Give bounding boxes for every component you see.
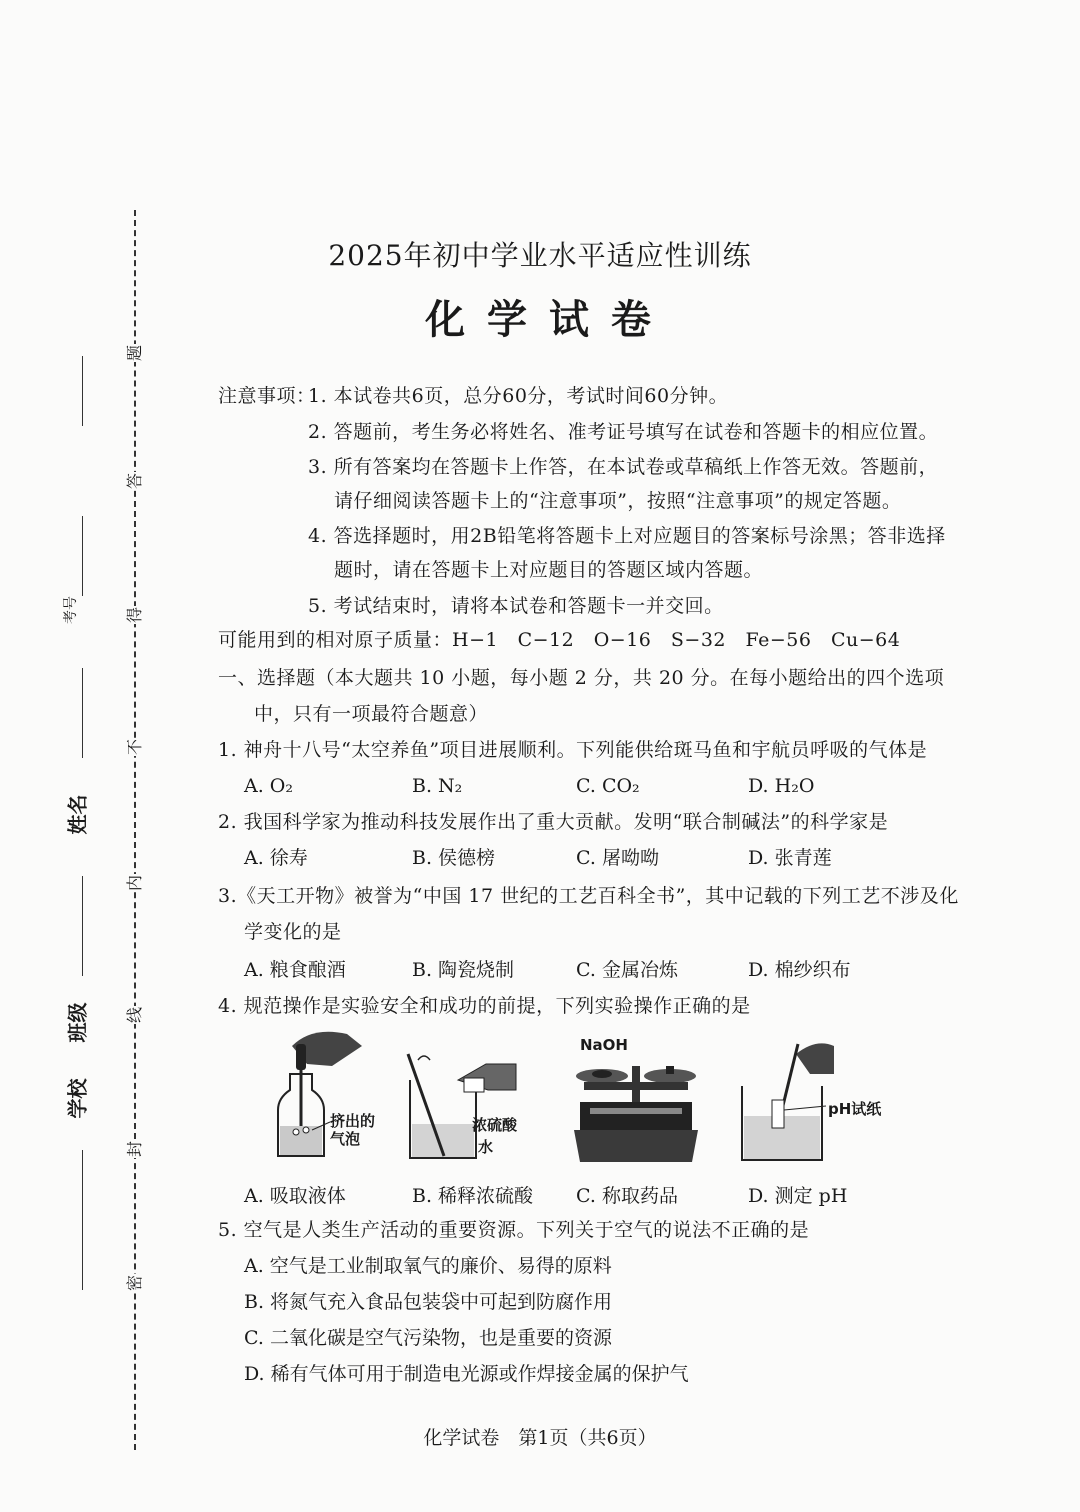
notice-item: 3. 所有答案均在答题卡上作答，在本试卷或草稿纸上作答无效。答题前， bbox=[308, 456, 939, 478]
field-label-name: 姓名 bbox=[65, 794, 90, 835]
field-line bbox=[82, 516, 83, 596]
section-heading: 中，只有一项最符合题意） bbox=[254, 703, 489, 725]
notice-item: 请仔细阅读答题卡上的“注意事项”，按照“注意事项”的规定答题。 bbox=[334, 490, 902, 512]
section-heading: 一、选择题（本大题共 10 小题，每小题 2 分，共 20 分。在每小题给出的四个选项 bbox=[218, 667, 945, 689]
label-water: 水 bbox=[478, 1138, 494, 1156]
page-footer: 化学试卷 第1页（共6页） bbox=[423, 1427, 657, 1449]
option-b: B. N₂ bbox=[412, 775, 463, 797]
seal-char: 不 bbox=[125, 739, 144, 756]
option-c: C. 金属冶炼 bbox=[576, 959, 678, 981]
option-d: D. H₂O bbox=[748, 775, 815, 797]
option-b: B. 将氮气充入食品包装袋中可起到防腐作用 bbox=[244, 1291, 613, 1313]
exam-subtitle: 2025年初中学业水平适应性训练 bbox=[328, 239, 752, 272]
question-stem: 学变化的是 bbox=[244, 921, 342, 943]
option-c: C. 屠呦呦 bbox=[576, 847, 659, 869]
hand-icon bbox=[796, 1043, 834, 1074]
question-stem: 5. 空气是人类生产活动的重要资源。下列关于空气的说法不正确的是 bbox=[218, 1219, 810, 1241]
notice-item: 5. 考试结束时，请将本试卷和答题卡一并交回。 bbox=[308, 595, 724, 617]
label-naoh: NaOH bbox=[580, 1036, 628, 1054]
notice-item: 1. 本试卷共6页，总分60分，考试时间60分钟。 bbox=[308, 385, 729, 407]
option-d: D. 棉纱织布 bbox=[748, 959, 851, 981]
question-stem: 1. 神舟十八号“太空养鱼”项目进展顺利。下列能供给斑马鱼和宇航员呼吸的气体是 bbox=[218, 739, 928, 761]
seal-char: 题 bbox=[125, 345, 144, 362]
option-d: D. 张青莲 bbox=[748, 847, 832, 869]
notice-item: 题时，请在答题卡上对应题目的答题区域内答题。 bbox=[334, 559, 764, 581]
field-label-class: 班级 bbox=[65, 1002, 90, 1043]
seal-char: 封 bbox=[125, 1141, 144, 1158]
option-a: A. 吸取液体 bbox=[244, 1185, 346, 1207]
seal-char: 内 bbox=[125, 875, 144, 892]
label-concentrated-acid: 浓硫酸 bbox=[472, 1116, 518, 1134]
notice-item: 2. 答题前，考生务必将姓名、准考证号填写在试卷和答题卡的相应位置。 bbox=[308, 421, 939, 443]
option-b: B. 稀释浓硫酸 bbox=[412, 1185, 534, 1207]
option-a: A. 徐寿 bbox=[244, 847, 308, 869]
exam-title: 化 学 试 卷 bbox=[425, 296, 655, 343]
figure-balance bbox=[570, 1058, 702, 1166]
option-a: A. O₂ bbox=[244, 775, 293, 797]
notice-label: 注意事项： bbox=[218, 385, 316, 407]
seal-char: 得 bbox=[125, 607, 144, 624]
field-line bbox=[82, 668, 83, 758]
label-ph-paper: pH试纸 bbox=[828, 1100, 882, 1118]
option-c: C. 称取药品 bbox=[576, 1185, 678, 1207]
field-line bbox=[82, 876, 83, 976]
field-line bbox=[82, 1150, 83, 1290]
question-stem: 4. 规范操作是实验安全和成功的前提，下列实验操作正确的是 bbox=[218, 995, 751, 1017]
field-line bbox=[82, 356, 83, 426]
atomic-masses: 可能用到的相对原子质量：H−1 C−12 O−16 S−32 Fe−56 Cu−64 bbox=[218, 629, 901, 651]
option-b: B. 陶瓷烧制 bbox=[412, 959, 515, 981]
field-label-school: 学校 bbox=[65, 1078, 90, 1119]
option-a: A. 粮食酿酒 bbox=[244, 959, 346, 981]
seal-char: 答 bbox=[125, 473, 144, 490]
option-c: C. 二氧化碳是空气污染物，也是重要的资源 bbox=[244, 1327, 612, 1349]
figure-ph-test bbox=[736, 1030, 836, 1164]
question-stem: 3.《天工开物》被誉为“中国 17 世纪的工艺百科全书”，其中记载的下列工艺不涉及化 bbox=[218, 885, 959, 907]
option-c: C. CO₂ bbox=[576, 775, 640, 797]
option-d: D. 测定 pH bbox=[748, 1185, 848, 1207]
label-bubbles: 挤出的 气泡 bbox=[330, 1112, 376, 1148]
option-b: B. 侯德榜 bbox=[412, 847, 496, 869]
field-label-exam-number: 考号 bbox=[63, 596, 79, 624]
figure-dilution bbox=[404, 1050, 530, 1162]
option-d: D. 稀有气体可用于制造电光源或作焊接金属的保护气 bbox=[244, 1363, 689, 1385]
option-a: A. 空气是工业制取氧气的廉价、易得的原料 bbox=[244, 1255, 612, 1277]
seal-char: 密 bbox=[125, 1275, 144, 1292]
binding-dashed-line bbox=[134, 210, 136, 1450]
notice-item: 4. 答选择题时，用2B铅笔将答题卡上对应题目的答案标号涂黑；答非选择 bbox=[308, 525, 946, 547]
seal-char: 线 bbox=[125, 1007, 144, 1024]
question-stem: 2. 我国科学家为推动科技发展作出了重大贡献。发明“联合制碱法”的科学家是 bbox=[218, 811, 889, 833]
